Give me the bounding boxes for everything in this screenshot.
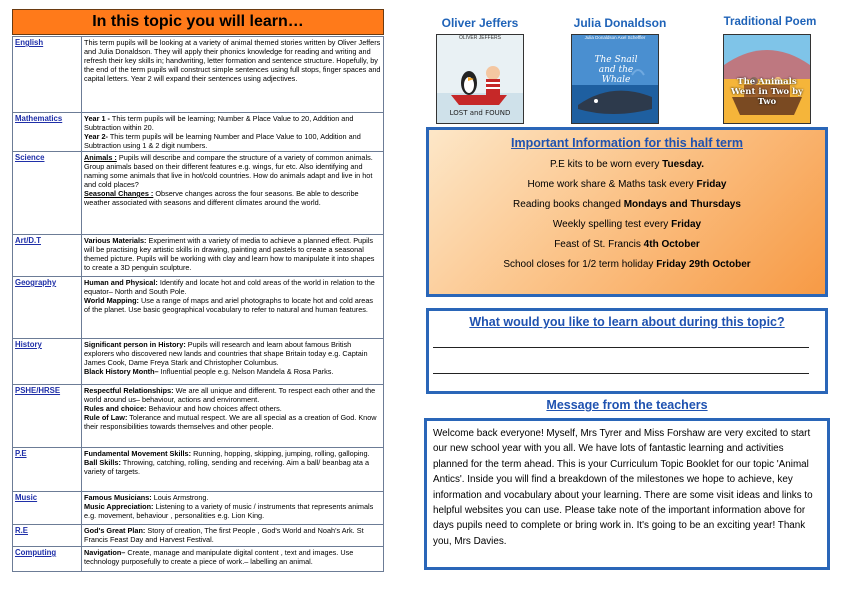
info-line-highlight: Friday 29th October [656, 259, 751, 270]
description-paragraph [84, 278, 381, 296]
info-line-highlight: Tuesday. [662, 159, 704, 170]
description-paragraph [84, 114, 381, 132]
book-cover-lost-and-found [436, 34, 524, 124]
description-heading: Animals : [84, 153, 117, 162]
description-text: Tolerance and mutual respect. We are all special as a creation of God. Know their responsibilities towards themselves and other people. [84, 413, 377, 431]
subject-description [82, 525, 384, 547]
info-line-highlight: Friday [671, 219, 702, 230]
description-text: Use a range of maps and ariel photographs to locate hot and cold areas of the planet. Use basic geographical vocabulary to refer to natural and human features. [84, 296, 374, 314]
info-line [429, 219, 825, 230]
description-paragraph [84, 404, 381, 413]
message-title: Message from the teachers [546, 398, 708, 412]
subject-description [82, 113, 384, 152]
info-line-text: Home work share & Maths task every [527, 179, 697, 190]
description-heading: Seasonal Changes : [84, 189, 154, 198]
subject-row [13, 235, 384, 277]
description-heading: Various Materials: [84, 236, 147, 245]
cover-author: OLIVER JEFFERS [459, 35, 501, 41]
subject-row [13, 525, 384, 547]
description-heading: Navigation– [84, 548, 126, 557]
subject-row [13, 152, 384, 235]
info-line [429, 159, 825, 170]
description-paragraph [84, 340, 381, 367]
info-line-highlight: 4th October [643, 239, 700, 250]
description-text: We are all unique and different. To respect each other and the world around us– behaviour, actions and environment. [84, 386, 376, 404]
description-heading: Rule of Law: [84, 413, 128, 422]
info-title: Important Information for this half term [511, 136, 743, 150]
info-line-highlight: Friday [696, 179, 727, 190]
info-line-text: School closes for 1/2 term holiday [503, 259, 657, 270]
description-paragraph [84, 386, 381, 404]
description-text: Create, manage and manipulate digital content , text and images. Use technology purposefully to create a piece of work.– labelling an animal. [84, 548, 354, 566]
description-text: This term pupils will be learning Number and Place Value to 100, Addition and Subtraction using 1 & 2 digit numbers. [84, 132, 361, 150]
subject-description [82, 385, 384, 448]
subject-description [82, 277, 384, 339]
description-text: Experiment with a variety of media to achieve a planned effect. Pupils will be practising key artistic skills in drawing, painting and pastels to create a seasonal themed picture. Pupils will be working with clay and learn how to manipulate it into shapes to create a 3D penguin sculpture. [84, 236, 375, 272]
subject-name: R.E [13, 525, 82, 547]
description-paragraph [84, 367, 381, 376]
description-heading: Respectful Relationships: [84, 386, 174, 395]
subject-row [13, 448, 384, 492]
description-text: Louis Armstrong. [151, 493, 209, 502]
description-heading: Black History Month– [84, 367, 159, 376]
info-line-highlight: Mondays and Thursdays [623, 199, 741, 210]
cover-author: Julia Donaldson Axel Scheffler [584, 35, 646, 40]
info-lines [429, 159, 825, 270]
subject-name: Science [13, 152, 82, 235]
subject-name: Art/D.T [13, 235, 82, 277]
description-text: Pupils will research and learn about famous British explorers who discovered new lands and countries that shape Britain today e.g. Captain James Cook, Dame Freya Stark and Christopher Columbus. [84, 340, 368, 367]
description-heading: World Mapping: [84, 296, 139, 305]
description-paragraph [84, 502, 381, 520]
subject-description [82, 235, 384, 277]
description-heading: Music Appreciation: [84, 502, 154, 511]
subject-name: Computing [13, 547, 82, 572]
cover-title: The Animals Went in Two by Two [731, 77, 803, 107]
subject-name: Geography [13, 277, 82, 339]
subject-description [82, 339, 384, 385]
subject-name: English [13, 37, 82, 113]
subject-description [82, 37, 384, 113]
description-heading: Ball Skills: [84, 458, 121, 467]
description-heading: Significant person in History: [84, 340, 186, 349]
description-paragraph [84, 236, 381, 272]
subject-description [82, 492, 384, 525]
subject-name: History [13, 339, 82, 385]
cover-title: The Snail and the Whale [594, 55, 638, 85]
subject-row [13, 492, 384, 525]
cover-title: LOST and FOUND [449, 109, 511, 117]
description-text: This term pupils will be looking at a variety of animal themed stories written by Oliver Jeffers and Julia Donaldson. They will apply their phonics knowledge for reading and writing and refresh their key skills in; handwriting, letter formation and sentence structure. Hopefully, by the end of the term pupils will construct simple sentences using full stops, finger spaces and capital letters. Year 2 will expand their sentences using adjectives. [84, 38, 381, 83]
important-info-box [426, 127, 828, 297]
description-heading: Rules and choice: [84, 404, 147, 413]
question-box [426, 308, 828, 394]
subject-row [13, 385, 384, 448]
description-paragraph [84, 526, 381, 544]
description-paragraph [84, 189, 381, 207]
info-line-text: Feast of St. Francis [554, 239, 644, 250]
subject-name: Music [13, 492, 82, 525]
description-heading: Fundamental Movement Skills: [84, 449, 192, 458]
topic-header: In this topic you will learn… [12, 9, 384, 35]
book-cover-animals-two-by-two [723, 34, 811, 124]
description-heading: Famous Musicians: [84, 493, 152, 502]
book-title-julia-donaldson: Julia Donaldson [573, 16, 667, 30]
description-text: Running, hopping, skipping, jumping, rolling, galloping. [191, 449, 370, 458]
message-text: Welcome back everyone! Myself, Mrs Tyrer and Miss Forshaw are very excited to start our new school year with you all. We have lots of fantastic learning and activities planned for the term ahead. This is your Curriculum Topic Booklet for our topic 'Animal Antics'. Inside you will find a breakdown of the milestones we hope to achieve, key information and vocabulary about your learning. There are some visit ideas and links to helpful websites you can use. Please take note of the important information above for days pupils need to complete or bring work in. It's going to be an exciting year! Thank you, Mrs Davies. [433, 428, 813, 547]
subject-row [13, 339, 384, 385]
description-text: Behaviour and how choices affect others. [146, 404, 282, 413]
answer-line-2[interactable] [433, 373, 809, 374]
description-text: Story of creation, The first People , God's World and Noah's Ark. St Francis Feast Day and Harvest Festival. [84, 526, 364, 544]
description-text: Observe changes across the four seasons. Be able to describe weather associated with seasons and different climates around the world. [84, 189, 359, 207]
info-line [429, 239, 825, 250]
subject-name: Mathematics [13, 113, 82, 152]
subject-row [13, 277, 384, 339]
description-text: Influential people e.g. Nelson Mandela & Rosa Parks. [158, 367, 334, 376]
subject-description [82, 152, 384, 235]
subject-name: P.E [13, 448, 82, 492]
book-cover-snail-and-whale [571, 34, 659, 124]
subject-row [13, 547, 384, 572]
subject-name: PSHE/HRSE [13, 385, 82, 448]
description-paragraph [84, 153, 381, 189]
info-line [429, 259, 825, 270]
description-text: Identify and locate hot and cold areas of the world in relation to the equator– North and South Pole. [84, 278, 375, 296]
description-text: Listening to a variety of music / instruments that represents animals e.g. movement, behaviour , personalities e.g. Lion King. [84, 502, 374, 520]
info-line-text: Reading books changed [513, 199, 624, 210]
description-paragraph [84, 548, 381, 566]
description-paragraph [84, 413, 381, 431]
subject-row [13, 37, 384, 113]
info-line [429, 179, 825, 190]
book-title-traditional-poem: Traditional Poem [723, 16, 817, 28]
description-paragraph [84, 493, 381, 502]
description-heading: Human and Physical: [84, 278, 158, 287]
subject-table [12, 36, 384, 572]
description-paragraph [84, 38, 381, 83]
question-title: What would you like to learn about during this topic? [469, 315, 785, 329]
message-box [424, 418, 830, 570]
description-paragraph [84, 132, 381, 150]
book-title-oliver-jeffers: Oliver Jeffers [441, 16, 519, 30]
description-heading: God's Great Plan: [84, 526, 146, 535]
subject-row [13, 113, 384, 152]
description-heading: Year 1 - [84, 114, 110, 123]
description-paragraph [84, 296, 381, 314]
description-text: Pupils will describe and compare the structure of a variety of common animals. Group animals based on their different features e.g. wings, fur etc. Also identifying and naming some animals that live in hot/cold countries. How do animals adapt and live in hot and cold places? [84, 153, 373, 189]
info-line-text: Weekly spelling test every [552, 219, 672, 230]
description-paragraph [84, 449, 381, 458]
answer-line-1[interactable] [433, 347, 809, 348]
description-text: Throwing, catching, rolling, sending and receiving. Aim a ball/ beanbag ata a variety of targets. [84, 458, 370, 476]
info-line [429, 199, 825, 210]
info-line-text: P.E kits to be worn every [550, 159, 663, 170]
description-heading: Year 2- [84, 132, 108, 141]
description-text: This term pupils will be learning; Number & Place Value to 20, Addition and Subtraction within 20. [84, 114, 354, 132]
description-paragraph [84, 458, 381, 476]
subject-description [82, 547, 384, 572]
subject-description [82, 448, 384, 492]
